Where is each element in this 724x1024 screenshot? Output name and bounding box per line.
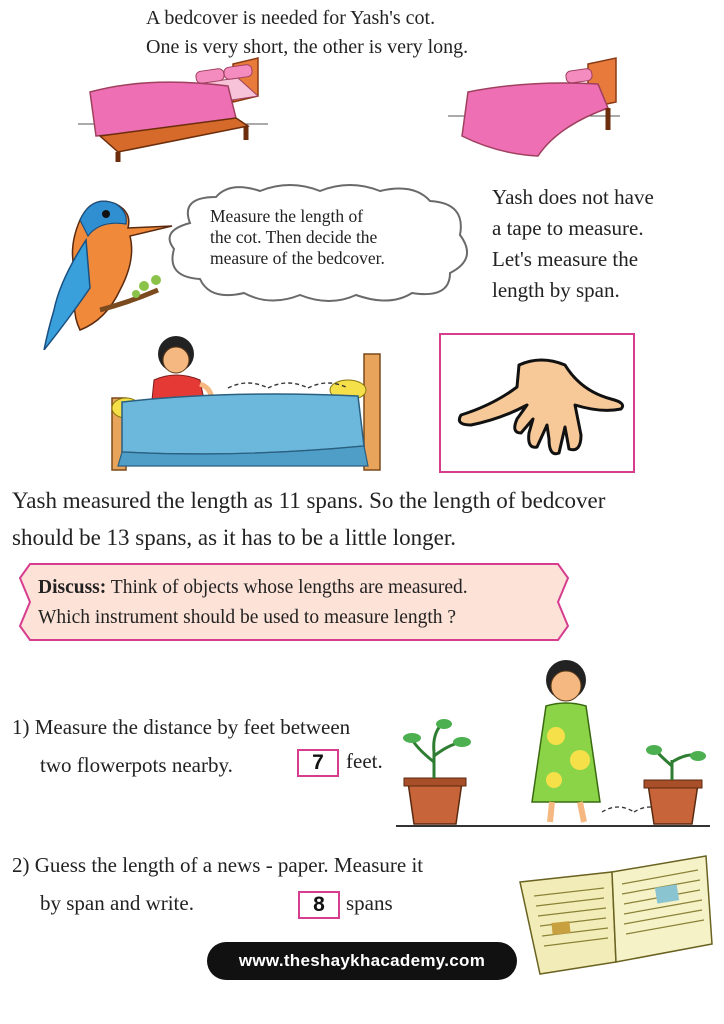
bubble-line-1: Measure the length of <box>210 206 364 226</box>
intro-text <box>146 4 566 62</box>
intro-line-2: One is very short, the other is very long. <box>146 36 469 58</box>
intro-line-1: A bedcover is needed for Yash's cot. <box>146 7 436 29</box>
bubble-line-2: the cot. Then decide the <box>210 227 378 247</box>
measured-line-2: should be 13 spans, as it has to be a little longer. <box>12 525 456 550</box>
discuss-text <box>38 573 558 633</box>
flowerpot-left-icon <box>403 719 471 824</box>
question-1-line-1: 1) Measure the distance by feet between <box>12 715 351 739</box>
question-2-answer-box[interactable]: 8 <box>298 891 340 919</box>
bed-short-cover-icon <box>78 56 268 164</box>
discuss-label: Discuss: <box>38 577 107 598</box>
flowerpots-girl-scene <box>396 656 710 830</box>
website-footer-pill[interactable]: www.theshaykhacademy.com <box>207 942 517 980</box>
discuss-line-1: Think of objects whose lengths are measured. <box>106 577 468 598</box>
bed-long-cover-icon <box>448 56 620 160</box>
question-1-line-2: two flowerpots nearby. <box>40 753 233 777</box>
boy-measuring-bed-icon <box>108 326 386 472</box>
hand-span-icon <box>441 335 633 471</box>
newspaper-icon <box>516 852 716 976</box>
question-2-line-2: by span and write. <box>40 891 194 915</box>
yash-note <box>492 182 712 306</box>
hand-span-frame <box>439 333 635 473</box>
discuss-line-2: Which instrument should be used to measure length ? <box>38 607 457 628</box>
measured-line-1: Yash measured the length as 11 spans. So the length of bedcover <box>12 488 606 513</box>
girl-walking-icon <box>532 660 666 822</box>
flowerpot-right-icon <box>644 745 706 824</box>
question-2-unit: spans <box>346 891 393 915</box>
bubble-line-3: measure of the bedcover. <box>210 248 385 268</box>
yash-note-line-4: length by span. <box>492 278 620 302</box>
yash-note-line-2: a tape to measure. <box>492 216 644 240</box>
question-1-unit: feet. <box>346 749 383 773</box>
question-1-answer-box[interactable]: 7 <box>297 749 339 777</box>
yash-note-line-3: Let's measure the <box>492 247 639 271</box>
measured-paragraph <box>12 482 712 556</box>
question-2-line-1: 2) Guess the length of a news - paper. Measure it <box>12 853 424 877</box>
bubble-text <box>210 206 450 269</box>
yash-note-line-1: Yash does not have <box>492 185 654 209</box>
